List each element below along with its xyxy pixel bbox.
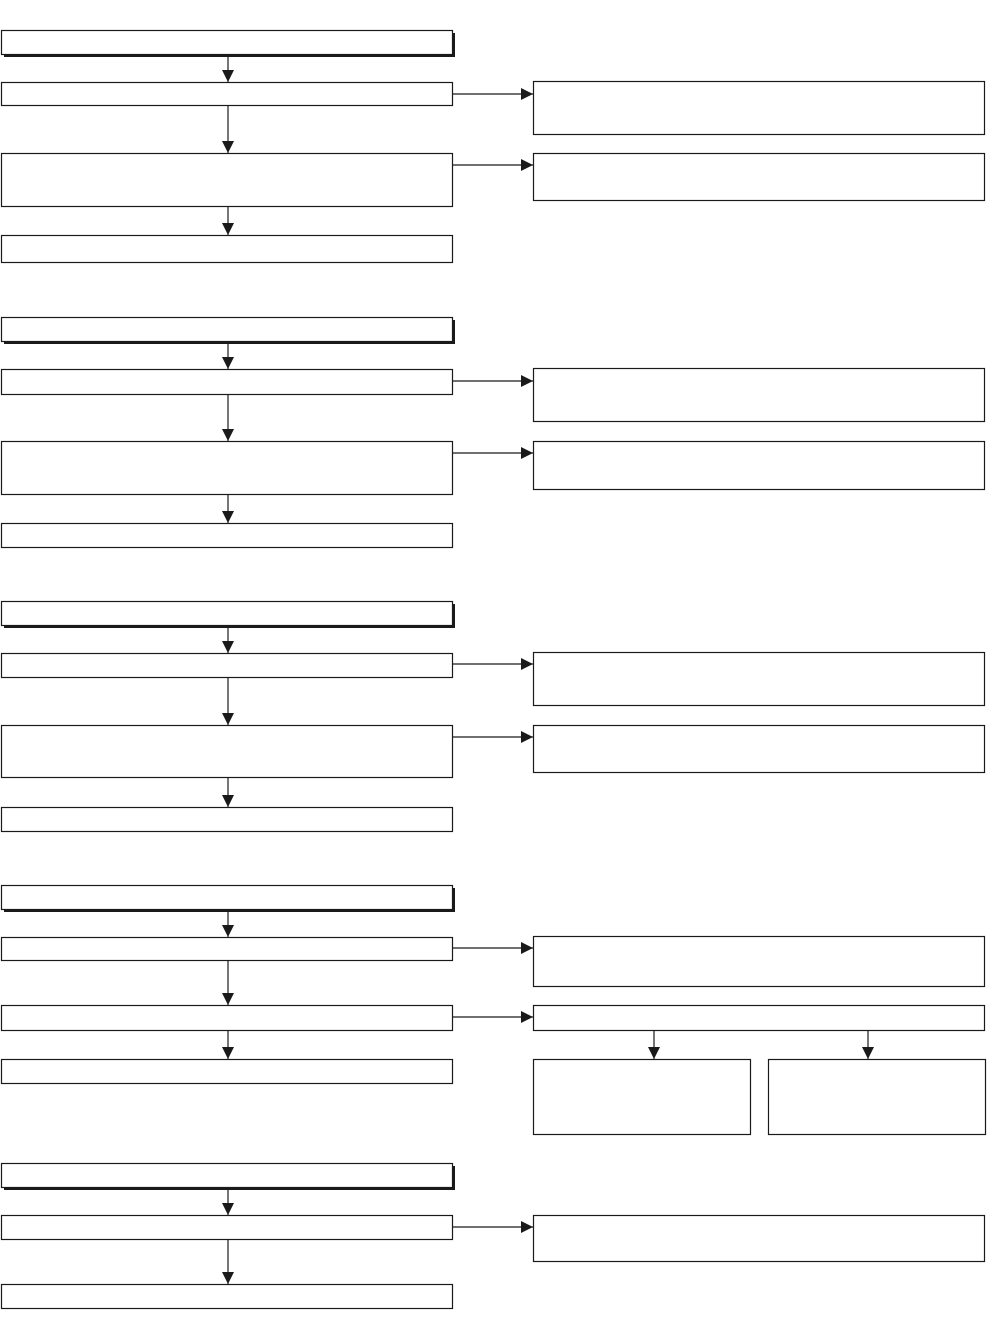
section-4-side-box-1 [534, 937, 985, 987]
section-1-header-box [2, 31, 453, 55]
section-1-step-2-box [2, 154, 453, 207]
section-4-branch-box-1 [534, 1060, 751, 1135]
section-3-side-box-1 [534, 653, 985, 706]
section-5-step-1-box [2, 1216, 453, 1240]
section-4-step-1-box [2, 938, 453, 961]
section-2-side-box-1 [534, 369, 985, 422]
section-3-step-3-box [2, 808, 453, 832]
section-4-header-box [2, 886, 453, 910]
section-1-side-box-2 [534, 154, 985, 201]
section-4-step-2-box [2, 1006, 453, 1031]
section-1-side-box-1 [534, 82, 985, 135]
section-3-step-1-box [2, 654, 453, 678]
section-2-step-2-box [2, 442, 453, 495]
section-2-step-1-box [2, 370, 453, 395]
section-2-side-box-2 [534, 442, 985, 490]
section-4-side-box-2 [534, 1006, 985, 1031]
section-1-step-3-box [2, 236, 453, 263]
section-5-side-box-1 [534, 1216, 985, 1262]
section-2-header-box [2, 318, 453, 342]
section-2-step-3-box [2, 524, 453, 548]
section-5-step-2-box [2, 1285, 453, 1309]
section-1-step-1-box [2, 83, 453, 106]
section-4-step-3-box [2, 1060, 453, 1084]
section-3-step-2-box [2, 726, 453, 778]
section-5-header-box [2, 1164, 453, 1188]
section-4-branch-box-2 [769, 1060, 986, 1135]
section-3-side-box-2 [534, 726, 985, 773]
section-3-header-box [2, 602, 453, 626]
